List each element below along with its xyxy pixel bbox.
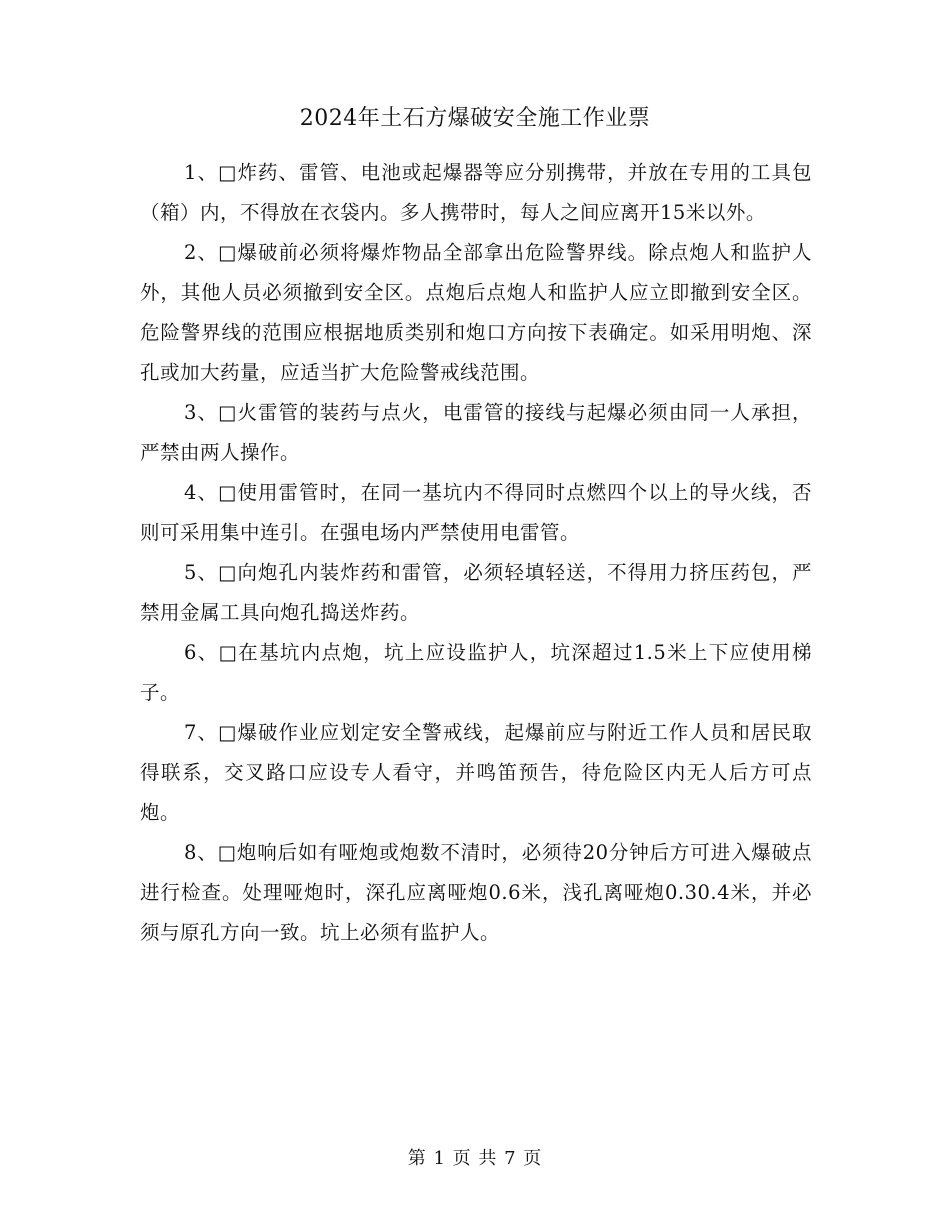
paragraph-5: 5、□向炮孔内装炸药和雷管，必须轻填轻送，不得用力挤压药包，严禁用金属工具向炮孔捣送炸药。 [140, 561, 812, 624]
paragraph-1: 1、□炸药、雷管、电池或起爆器等应分别携带，并放在专用的工具包（箱）内，不得放在衣袋内。多人携带时，每人之间应离开15米以外。 [140, 161, 812, 224]
paragraph-7: 7、□爆破作业应划定安全警戒线，起爆前应与附近工作人员和居民取得联系，交叉路口应设专人看守，并鸣笛预告，待危险区内无人后方可点炮。 [140, 721, 812, 824]
document-body [140, 153, 812, 953]
document-title: 2024年土石方爆破安全施工作业票 [299, 106, 651, 131]
page-footer: 第 1 页 共 7 页 [407, 1148, 543, 1169]
paragraph-6: 6、□在基坑内点炮，坑上应设监护人，坑深超过1.5米上下应使用梯子。 [140, 641, 812, 704]
paragraph-8: 8、□炮响后如有哑炮或炮数不清时，必须待20分钟后方可进入爆破点进行检查。处理哑炮时，深孔应离哑炮0.6米，浅孔离哑炮0.30.4米，并必须与原孔方向一致。坑上必须有监护人。 [140, 841, 812, 944]
paragraph-3: 3、□火雷管的装药与点火，电雷管的接线与起爆必须由同一人承担，严禁由两人操作。 [140, 401, 812, 464]
paragraph-2: 2、□爆破前必须将爆炸物品全部拿出危险警界线。除点炮人和监护人外，其他人员必须撤到安全区。点炮后点炮人和监护人应立即撤到安全区。危险警界线的范围应根据地质类别和炮口方向按下表确定。如采用明炮、深孔或加大药量，应适当扩大危险警戒线范围。 [140, 241, 812, 384]
paragraph-4: 4、□使用雷管时，在同一基坑内不得同时点燃四个以上的导火线，否则可采用集中连引。在强电场内严禁使用电雷管。 [140, 481, 812, 544]
